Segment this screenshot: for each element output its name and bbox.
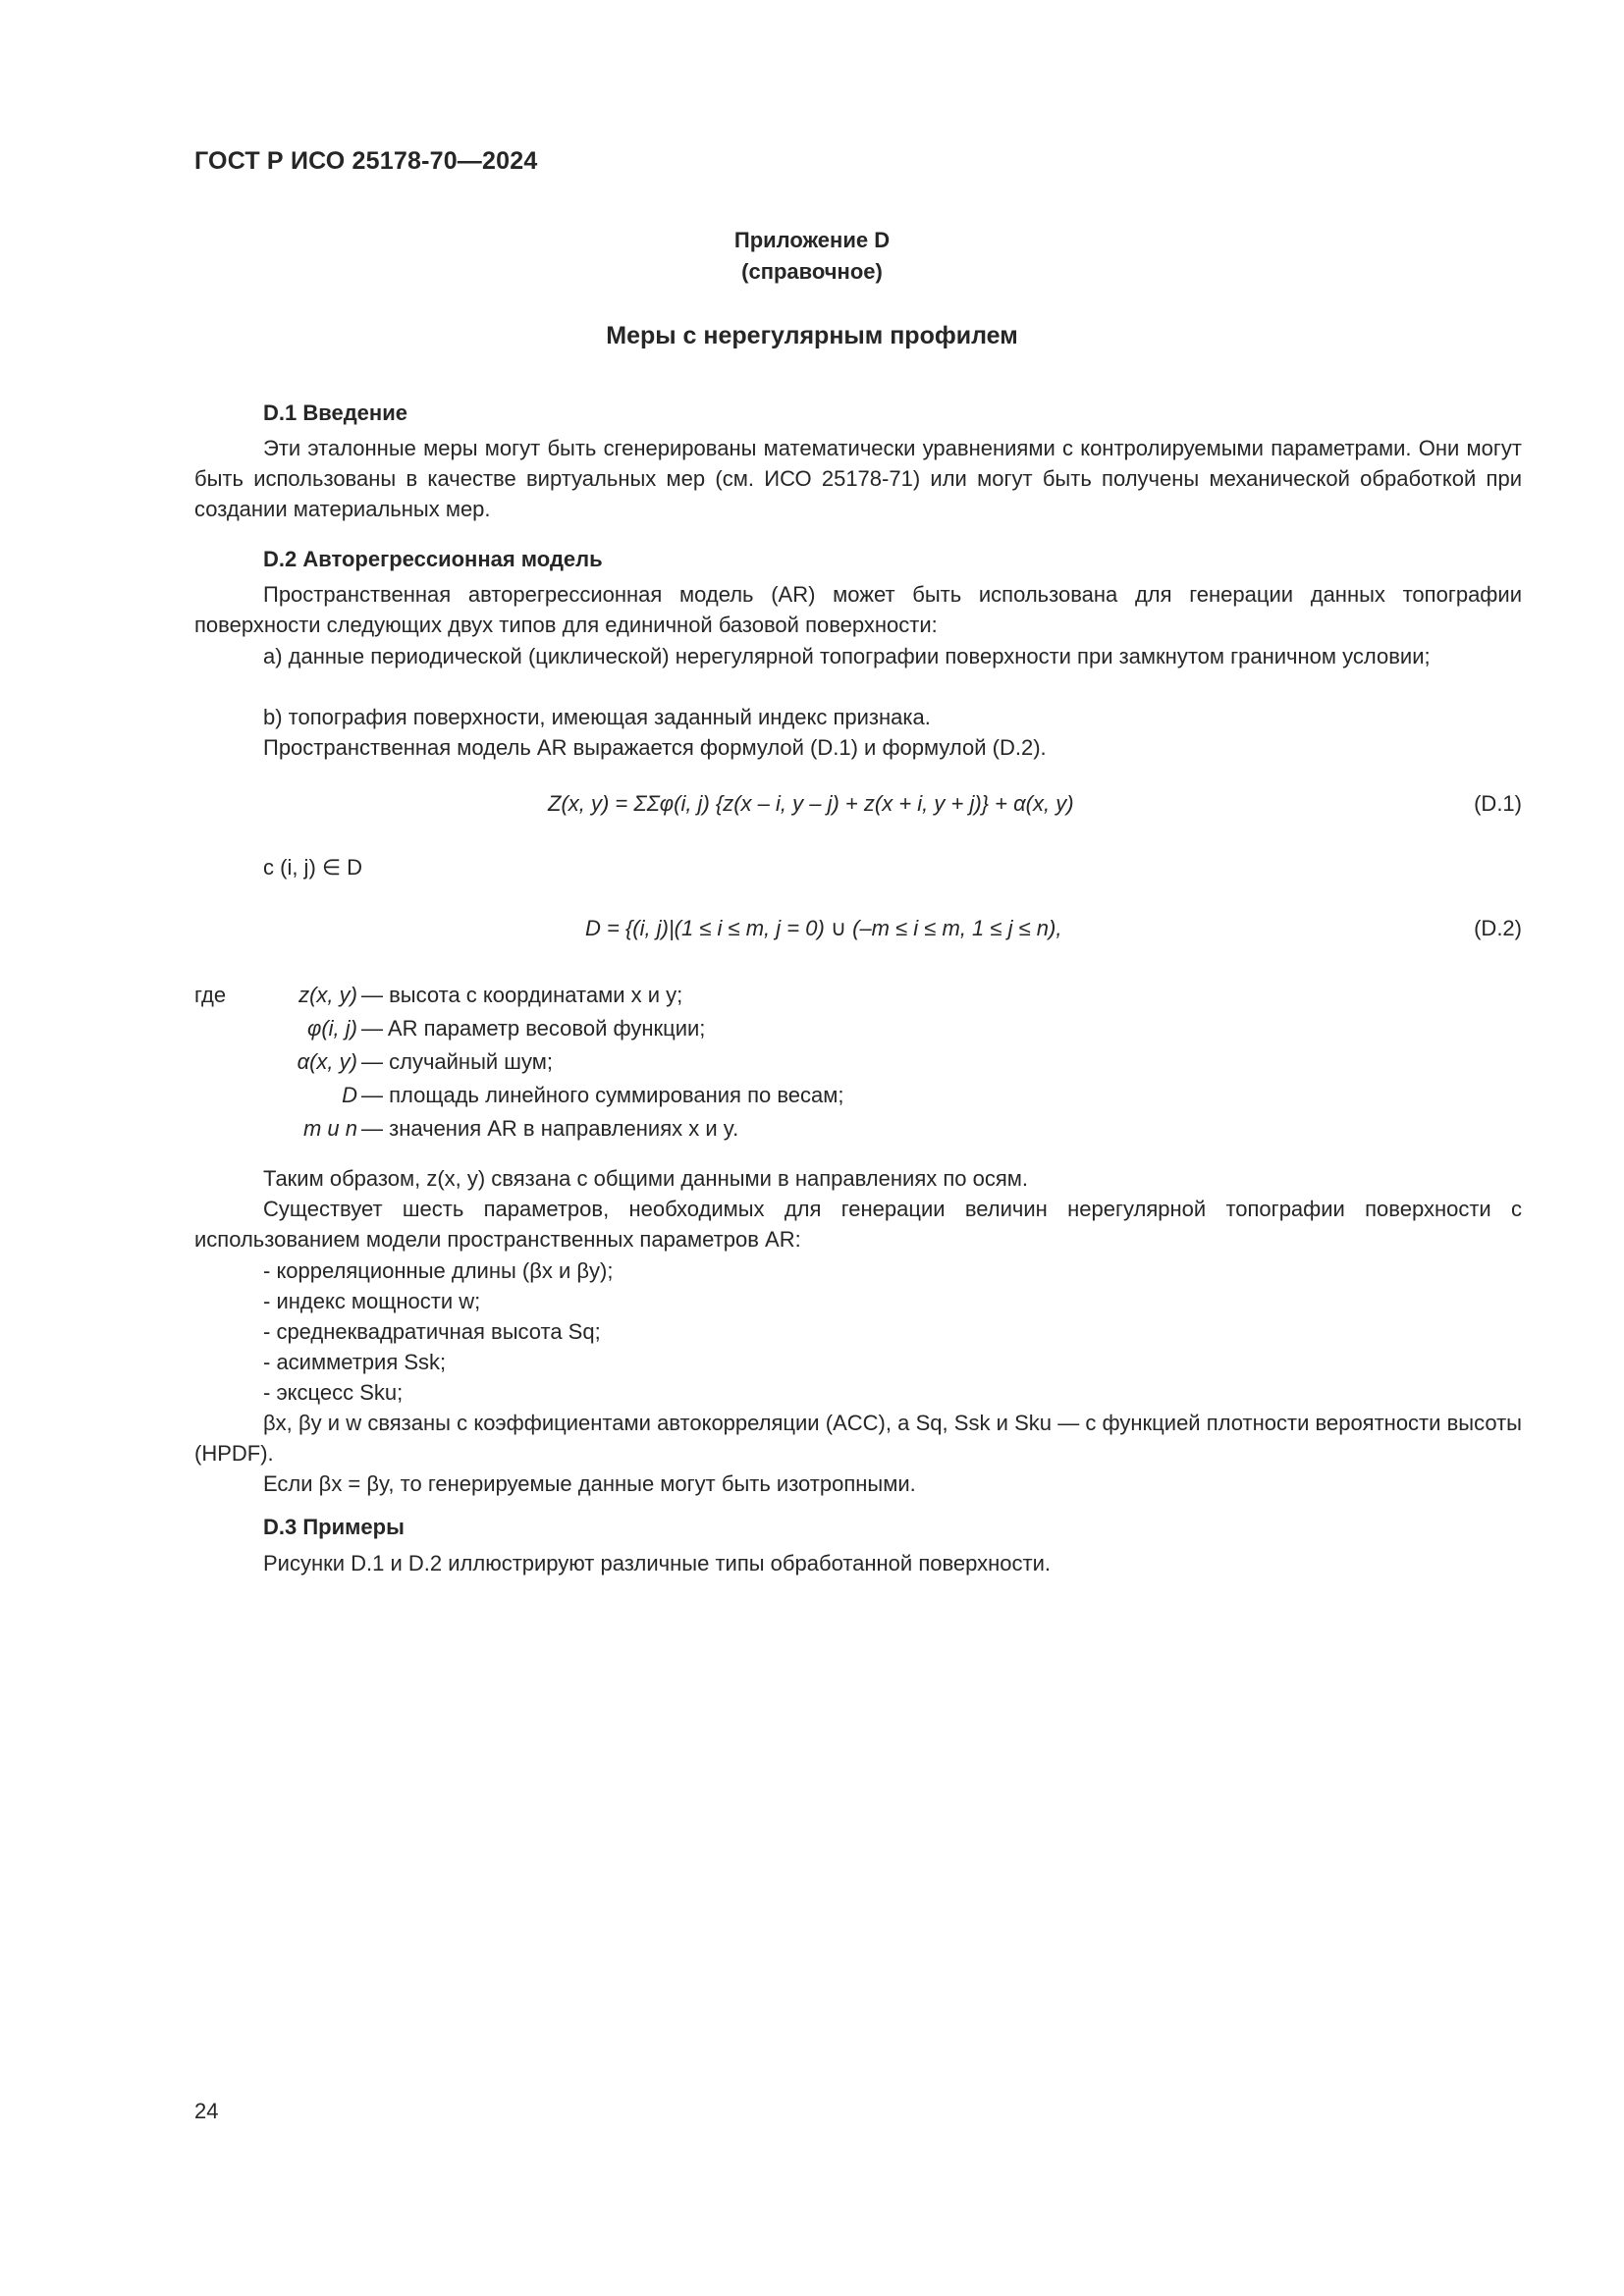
section-d3-text: Рисунки D.1 и D.2 иллюстрируют различные типы обработанной поверхности. [263,1551,1051,1575]
section-d2-intro [194,579,1522,640]
relation-block [194,1408,1522,1468]
section-d1-text [194,433,1522,524]
section-d3-title: D.3 Примеры [263,1515,405,1539]
param-item: - среднеквадратичная высота Sq; [263,1319,601,1344]
where-definition: — случайный шум; [361,1049,553,1074]
six-params-paragraph: Существует шесть параметров, необходимых для генерации величин нерегулярной топографии поверхности с использованием модели пространственных параметров AR: [194,1197,1522,1252]
thus-paragraph: Таким образом, z(x, y) связана с общими данными в направлениях по осям. [263,1166,1028,1191]
where-symbol: α(x, y) [297,1049,357,1074]
param-item: - индекс мощности w; [263,1289,481,1313]
section-d2-item-a [194,641,1522,671]
annex-title: Приложение D [733,228,891,252]
param-item: - эксцесс Sku; [263,1380,404,1405]
where-definition: — AR параметр весовой функции; [361,1016,706,1041]
annex-name: Меры с нерегулярным профилем [606,322,1018,349]
formula-d2 [585,916,1061,941]
formula-d2-number: (D.2) [1474,916,1522,940]
section-d1-paragraph: Эти эталонные меры могут быть сгенерированы математически уравнениями с контролируемыми параметрами. Они могут быть использованы в качестве виртуальных мер (см. ИСО 25178-71) или могут быть получены механической обработкой при создании материальных мер. [194,436,1522,521]
where-symbol: D [342,1083,357,1107]
where-symbol: z(x, y) [298,983,357,1007]
formula-intro: Пространственная модель AR выражается формулой (D.1) и формулой (D.2). [263,735,1047,760]
where-definition: — высота с координатами x и y; [361,983,683,1007]
where-symbol: m и n [302,1116,357,1141]
param-item: - асимметрия Ssk; [263,1350,447,1374]
formula-d1 [548,791,1074,817]
param-item: - корреляционные длины (βx и βy); [263,1258,614,1283]
page-number: 24 [194,2099,219,2123]
where-definition: — площадь линейного суммирования по весам; [361,1083,844,1107]
standard-id: ГОСТ Р ИСО 25178-70—2024 [194,147,538,175]
section-d1-title: D.1 Введение [263,400,407,425]
annex-type: (справочное) [741,259,883,284]
section-d2-intro-paragraph: Пространственная авторегрессионная модель (AR) может быть использована для генерации данных топографии поверхности следующих двух типов для единичной базовой поверхности: [194,582,1522,637]
formula-d1-text: Z(x, y) = ΣΣφ(i, j) {z(x – i, y – j) + z(x + i, y + j)} + α(x, y) [548,791,1074,816]
six-params-block [194,1194,1522,1255]
where-symbol: φ(i, j) [306,1016,357,1041]
section-d2-title: D.2 Авторегрессионная модель [263,547,603,571]
where-label: где [194,983,227,1007]
item-a-paragraph: a) данные периодической (циклической) нерегулярной топографии поверхности при замкнутом граничном условии; [263,644,1431,668]
formula-d2-text: D = {(i, j)|(1 ≤ i ≤ m, j = 0) ∪ (–m ≤ i ≤ m, 1 ≤ j ≤ n), [585,916,1062,940]
relation-paragraph: βx, βy и w связаны с коэффициентами автокорреляции (ACC), а Sq, Ssk и Sku — с функцией плотности вероятности высоты (HPDF). [194,1411,1522,1466]
where-definition: — значения AR в направлениях x и y. [361,1116,739,1141]
formula-d1-number: (D.1) [1474,791,1522,816]
isotropic-paragraph: Если βx = βy, то генерируемые данные могут быть изотропными. [263,1471,916,1496]
formula-condition: с (i, j) ∈ D [263,855,363,880]
section-d2-item-b: b) топография поверхности, имеющая заданный индекс признака. [263,705,931,729]
